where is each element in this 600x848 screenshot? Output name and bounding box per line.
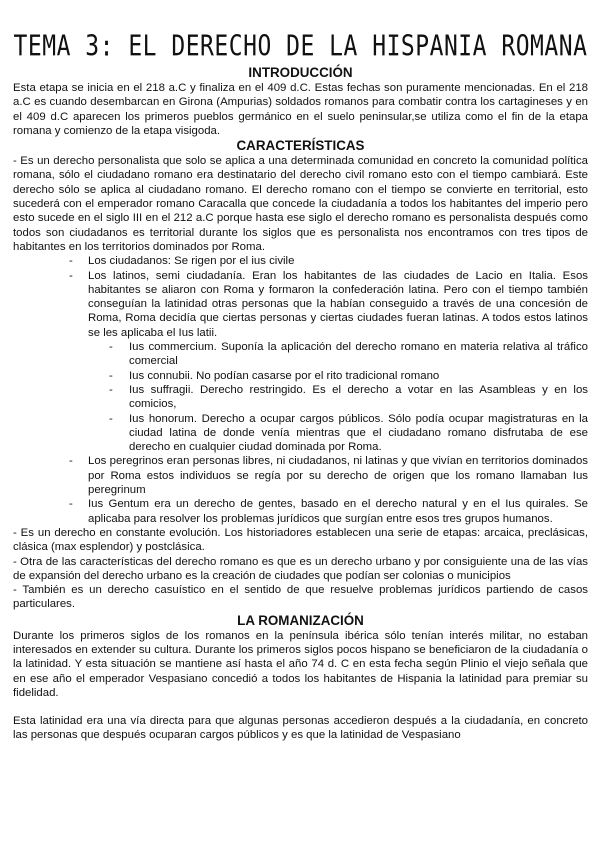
intro-paragraph: Esta etapa se inicia en el 218 a.C y finaliza en el 409 d.C. Estas fechas son puramente mencionadas. En el 218 a.C es cuando desembarcan en Girona (Ampurias) soldados romanos para combatir contra los cartagineses y en el 409 d.C aparecen los primeros pueblos germánico en el suelo peninsular,se utiliza como el fin de la etapa romana y comienzo de la etapa visigoda. [13,82,588,137]
latinos-text: Los latinos, semi ciudadanía. Eran los habitantes de las ciudades de Lacio en Italia. Esos habitantes se aliaron con Roma y formaron la confederación latina. Pero con el tiempo también conseguían la latinidad otras personas que la habían conseguido a través de una concesión de Roma, Roma decidía que ciertas personas y ciertas ciudades fueran latinas. A todos estos latinos se les aplicaba el Ius latii. [88,269,588,339]
heading-romanizacion: LA ROMANIZACIÓN [237,612,364,628]
list-item-suffragii: - Ius suffragii. Derecho restringido. Es el derecho a votar en las Asambleas y en los comicios, [88,383,588,412]
romanizacion-paragraph-1: Durante los primeros siglos de los romanos en la península ibérica sólo tenían interés militar, no estaban interesados en extender su cultura. Durante los primeros siglos pocos hispano se beneficiaron de la ciudadanía o la latinidad. Y esta situación se mantiene así hasta el año 74 d. C en esta fecha según Plinio el viejo señala que en ese año el emperador Vespasiano concedió a todos los habitantes de Hispania la latinidad para premiar su fidelidad. [13,629,588,699]
document-page [13,0,588,743]
caracteristicas-paragraph-4: - También es un derecho casuístico en el sentido de que resuelve problemas jurídicos partiendo de casos particulares. [13,584,588,611]
habitantes-list [13,254,588,526]
romanizacion-paragraph-2: Esta latinidad era una vía directa para que algunas personas accedieron después a la ciudadanía, en concreto las personas que después ocuparan cargos públicos y es que la latinidad de Vespasiano [13,715,588,742]
list-item-connubii: - Ius connubii. No podían casarse por el rito tradicional romano [88,369,588,383]
list-item-commercium: - Ius commercium. Suponía la aplicación del derecho romano en materia relativa al tráfico comercial [88,340,588,369]
list-item-honorum: - Ius honorum. Derecho a ocupar cargos públicos. Sólo podía ocupar magistraturas en la ciudad latina de donde venía mientras que el ciudadano romano disfrutaba de ese derecho en cualquier ciudad dominada por Roma. [88,412,588,455]
list-item-ciudadanos: - Los ciudadanos: Se rigen por el ius civile [13,254,588,268]
paragraph-spacer [13,700,588,714]
caracteristicas-paragraph-2: - Es un derecho en constante evolución. Los historiadores establecen una serie de etapas: arcaica, preclásicas, clásica (max esplendor) y postclásica. [13,526,588,554]
heading-caracteristicas: CARACTERÍSTICAS [236,138,365,154]
caracteristicas-paragraph-3: - Otra de las características del derecho romano es que es un derecho urbano y por consiguiente una de las vías de expansión del derecho urbano es la creación de ciudades que podían ser colonias o municipios [13,555,588,582]
list-item-gentium: - Ius Gentum era un derecho de gentes, basado en el derecho natural y en el Ius quirales. Se aplicaba para resolver los problemas jurídicos que surgían entre esos tres grupos humanos. [13,497,588,526]
caracteristicas-paragraph-1: - Es un derecho personalista que solo se aplica a una determinada comunidad en concreto la comunidad política romana, sólo el ciudadano romano era destinatario del derecho civil romano esto con el tiempo cambiará. Este derecho sólo se aplica al ciudadano romano. El derecho romano con el tiempo se convierte en territorial, esto sucederá con el emperador romano Caracalla que concede la ciudadanía a todos los habitantes del imperio pero esto sucede en el siglo III en el 212 a.C porque hasta ese siglo el derecho romano es personalista después como todos son ciudadanos es territorial durante los siglos que es personalista nos encontramos con tres tipos de habitantes en los territorios dominados por Roma. [13,155,588,253]
ius-latii-list [88,340,588,454]
list-item-peregrinos: - Los peregrinos eran personas libres, ni ciudadanos, ni latinas y que vivían en territorios dominados por Roma estos individuos se regía por su derecho de origen que los romano llamaban Ius peregrinum [13,454,588,497]
heading-introduccion: INTRODUCCIÓN [248,65,353,80]
document-title: TEMA 3: EL DERECHO DE LA HISPANIA ROMANA [13,30,588,63]
list-item-latinos [13,269,588,455]
